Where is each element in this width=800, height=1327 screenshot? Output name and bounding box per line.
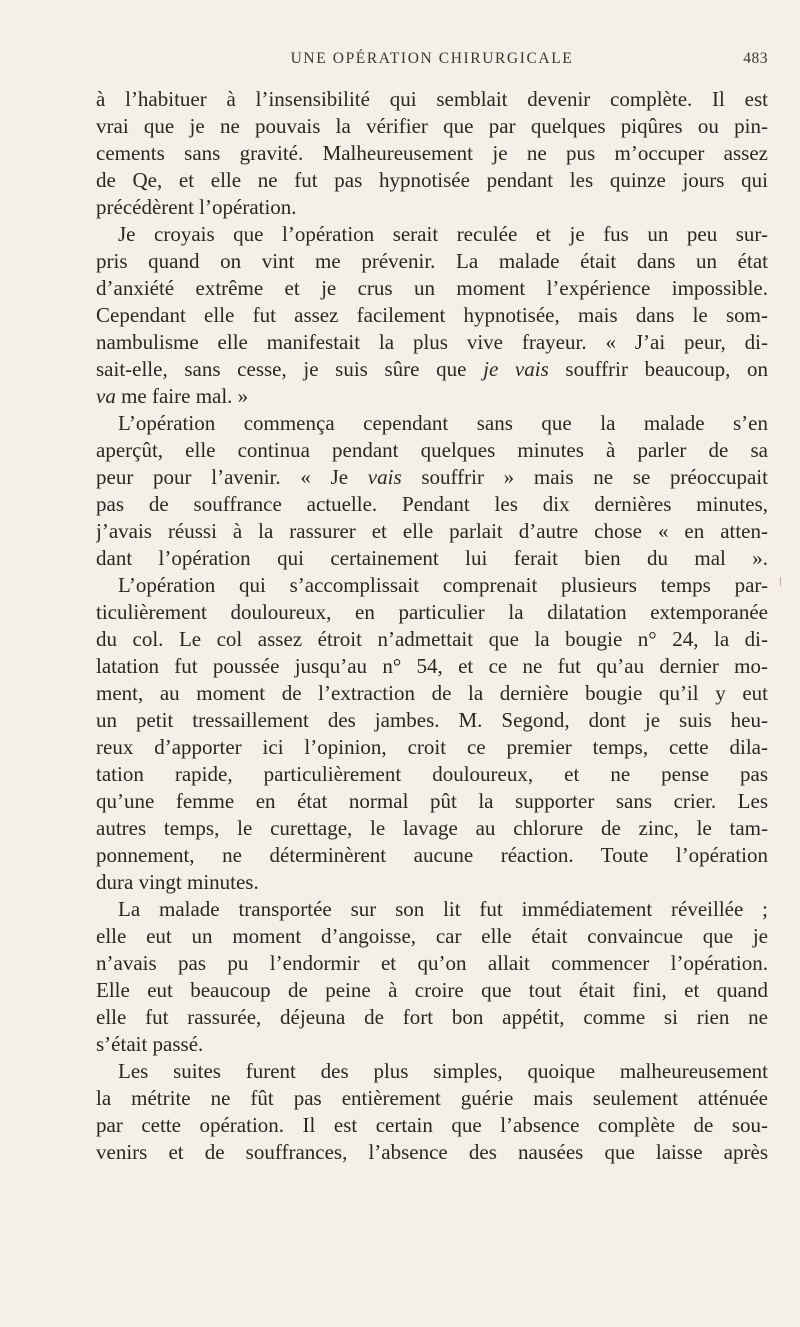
text-segment: sait-elle, sans cesse, je suis sûre que (96, 357, 484, 381)
text-line: aperçût, elle continua pendant quelques minutes à parler de sa (96, 438, 768, 462)
text-segment: souffrir » mais ne se préoccupait (401, 465, 768, 489)
text-segment: souffrir beaucoup, on (548, 357, 768, 381)
text-line (96, 356, 768, 383)
text-line: autres temps, le curettage, le lavage au chlorure de zinc, le tam- (96, 816, 768, 840)
text-line: ticulièrement douloureux, en particulier la dilatation extemporanée (96, 600, 768, 624)
running-head (96, 50, 768, 74)
text-line: la métrite ne fût pas entièrement guérie mais seulement atténuée (96, 1086, 768, 1110)
text-line: Elle eut beaucoup de peine à croire que tout était fini, et quand (96, 978, 768, 1002)
text-line: L’opération qui s’accomplissait comprenait plusieurs temps par- (118, 573, 768, 597)
text-line: nambulisme elle manifestait la plus vive frayeur. « J’ai peur, di- (96, 330, 768, 354)
text-line: ment, au moment de l’extraction de la dernière bougie qu’il y eut (96, 681, 768, 705)
text-line: par cette opération. Il est certain que l’absence complète de sou- (96, 1113, 768, 1137)
text-line: La malade transportée sur son lit fut immédiatement réveillée ; (118, 897, 768, 921)
italic-segment: va (96, 384, 116, 408)
text-line: du col. Le col assez étroit n’admettait que la bougie n° 24, la di- (96, 627, 768, 651)
text-segment: peur pour l’avenir. « Je (96, 465, 368, 489)
text-line: elle fut rassurée, déjeuna de fort bon appétit, comme si rien ne (96, 1005, 768, 1029)
text-segment: me faire mal. » (115, 384, 249, 408)
text-line: un petit tressaillement des jambes. M. Segond, dont je suis heu- (96, 708, 768, 732)
text-line: s’était passé. (96, 1032, 204, 1056)
text-line: tation rapide, particulièrement douloureux, et ne pense pas (96, 762, 768, 786)
margin-mark (780, 577, 781, 586)
text-line: venirs et de souffrances, l’absence des nausées que laisse après (96, 1140, 768, 1164)
text-line: pris quand on vint me prévenir. La malade était dans un état (96, 249, 768, 273)
text-line (96, 383, 768, 410)
text-line: Je croyais que l’opération serait reculée et je fus un peu sur- (118, 222, 768, 246)
text-line: à l’habituer à l’insensibilité qui semblait devenir complète. Il est (96, 87, 768, 111)
text-line: Cependant elle fut assez facilement hypnotisée, mais dans le som- (96, 303, 768, 327)
text-line: cements sans gravité. Malheureusement je ne pus m’occuper assez (96, 141, 768, 165)
text-line: d’anxiété extrême et je crus un moment l’expérience impossible. (96, 276, 768, 300)
text-line: n’avais pas pu l’endormir et qu’on allait commencer l’opération. (96, 951, 768, 975)
text-line: dant l’opération qui certainement lui ferait bien du mal ». (96, 546, 768, 570)
text-line: pas de souffrance actuelle. Pendant les dix dernières minutes, (96, 492, 768, 516)
text-line: reux d’apporter ici l’opinion, croit ce premier temps, cette dila- (96, 735, 768, 759)
text-line: L’opération commença cependant sans que la malade s’en (118, 411, 768, 435)
text-line: ponnement, ne déterminèrent aucune réaction. Toute l’opération (96, 843, 768, 867)
page-number: 483 (743, 50, 768, 67)
text-line: de Qe, et elle ne fut pas hypnotisée pendant les quinze jours qui (96, 168, 768, 192)
text-line: j’avais réussi à la rassurer et elle parlait d’autre chose « en atten- (96, 519, 768, 543)
text-line: Les suites furent des plus simples, quoique malheureusement (118, 1059, 768, 1083)
text-line (96, 464, 768, 491)
body-text (96, 86, 768, 1166)
running-title: UNE OPÉRATION CHIRURGICALE (290, 50, 574, 67)
text-line: vrai que je ne pouvais la vérifier que par quelques piqûres ou pin- (96, 114, 768, 138)
text-line: qu’une femme en état normal pût la supporter sans crier. Les (96, 789, 768, 813)
text-line: elle eut un moment d’angoisse, car elle était convaincue que je (96, 924, 768, 948)
text-line: précédèrent l’opération. (96, 195, 297, 219)
italic-segment: je vais (483, 357, 549, 381)
italic-segment: vais (367, 465, 402, 489)
text-line: dura vingt minutes. (96, 870, 259, 894)
text-line: latation fut poussée jusqu’au n° 54, et ce ne fut qu’au dernier mo- (96, 654, 768, 678)
